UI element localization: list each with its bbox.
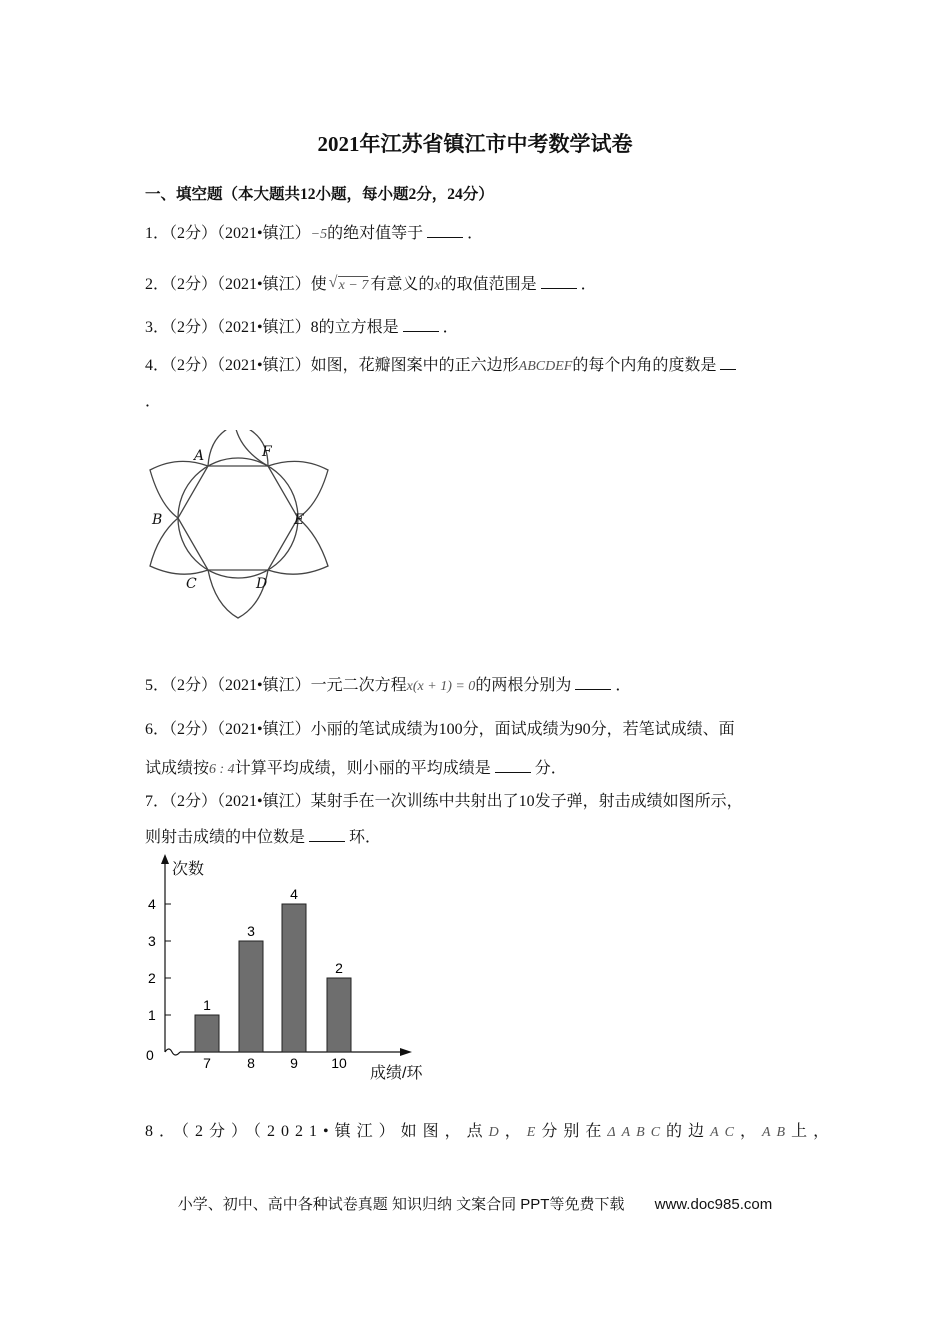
page-footer	[0, 1193, 950, 1214]
vertex-label-f: F	[262, 444, 272, 460]
page-title: 2021年江苏省镇江市中考数学试卷	[317, 132, 633, 156]
y-tick-label-2: 2	[148, 970, 156, 986]
footer-link[interactable]: www.doc985.com	[654, 1196, 773, 1213]
question-7-line2: 则射击成绩的中位数是 环．	[145, 829, 382, 846]
answer-blank[interactable]	[427, 223, 463, 238]
vertex-label-a: A	[194, 448, 205, 464]
y-axis-arrow	[161, 854, 169, 864]
footer-text: 小学、初中、高中各种试卷真题 知识归纳 文案合同 PPT等免费下载	[177, 1196, 625, 1213]
bar-7	[195, 1015, 219, 1052]
vertex-label-d: D	[256, 576, 268, 592]
question-1: 1．（2分）（2021•镇江）−5的绝对值等于 ．	[145, 225, 484, 242]
y-tick-label-0: 0	[146, 1047, 154, 1063]
x-tick-label-9: 9	[290, 1055, 298, 1071]
sqrt-expr: √ x − 7	[328, 274, 369, 293]
hexagon-petal-figure	[140, 430, 340, 620]
axis-break	[165, 1049, 180, 1055]
x-tick-label-7: 7	[203, 1055, 211, 1071]
answer-blank[interactable]	[309, 827, 345, 842]
vertex-label-b: B	[152, 512, 163, 528]
bar-8	[239, 941, 263, 1052]
data-label-7: 1	[203, 997, 211, 1013]
y-tick-label-3: 3	[148, 933, 156, 949]
question-6-line2: 试成绩按6 : 4计算平均成绩，则小丽的平均成绩是 分．	[145, 760, 567, 777]
answer-blank[interactable]	[541, 274, 577, 289]
answer-blank[interactable]	[720, 355, 736, 370]
x-tick-label-8: 8	[247, 1055, 255, 1071]
answer-blank[interactable]	[575, 675, 611, 690]
data-label-8: 3	[247, 923, 255, 939]
question-8: 8．（2分）（2021•镇江）如图，点D，E分别在ΔABC的边AC，AB上，	[145, 1123, 836, 1140]
x-tick-label-10: 10	[331, 1055, 347, 1071]
answer-blank[interactable]	[495, 758, 531, 773]
bar-10	[327, 978, 351, 1052]
vertex-label-e: E	[294, 512, 305, 528]
y-tick-label-1: 1	[148, 1007, 156, 1023]
bar-9	[282, 904, 306, 1052]
vertex-label-c: C	[186, 576, 197, 592]
question-3: 3．（2分）（2021•镇江）8的立方根是 ．	[145, 319, 459, 336]
question-2: 2．（2分）（2021•镇江）使 √ x − 7 有意义的x的取值范围是 ．	[145, 274, 597, 293]
question-5: 5．（2分）（2021•镇江）一元二次方程x(x + 1) = 0的两根分别为 ．	[145, 677, 632, 694]
question-7-line1: 7．（2分）（2021•镇江）某射手在一次训练中共射出了10发子弹，射击成绩如图所示，	[145, 793, 743, 810]
data-label-10: 2	[335, 960, 343, 976]
x-axis-arrow	[400, 1048, 412, 1056]
question-4-end: ．	[145, 393, 162, 410]
y-tick-label-4: 4	[148, 896, 156, 912]
math-expr: −5	[310, 227, 328, 242]
data-label-9: 4	[290, 886, 298, 902]
question-4: 4．（2分）（2021•镇江）如图，花瓣图案中的正六边形ABCDEF的每个内角的度数是	[145, 352, 740, 375]
y-axis-label: 次数	[172, 861, 205, 878]
score-bar-chart	[140, 852, 440, 1084]
x-axis-label: 成绩/环	[370, 1065, 423, 1082]
section-heading: 一、填空题（本大题共12小题，每小题2分，24分）	[145, 186, 494, 203]
question-6-line1: 6．（2分）（2021•镇江）小丽的笔试成绩为100分，面试成绩为90分，若笔试成绩、面	[145, 721, 735, 738]
answer-blank[interactable]	[403, 317, 439, 332]
hexagon-outline	[178, 466, 298, 570]
circle-outline	[178, 458, 298, 578]
